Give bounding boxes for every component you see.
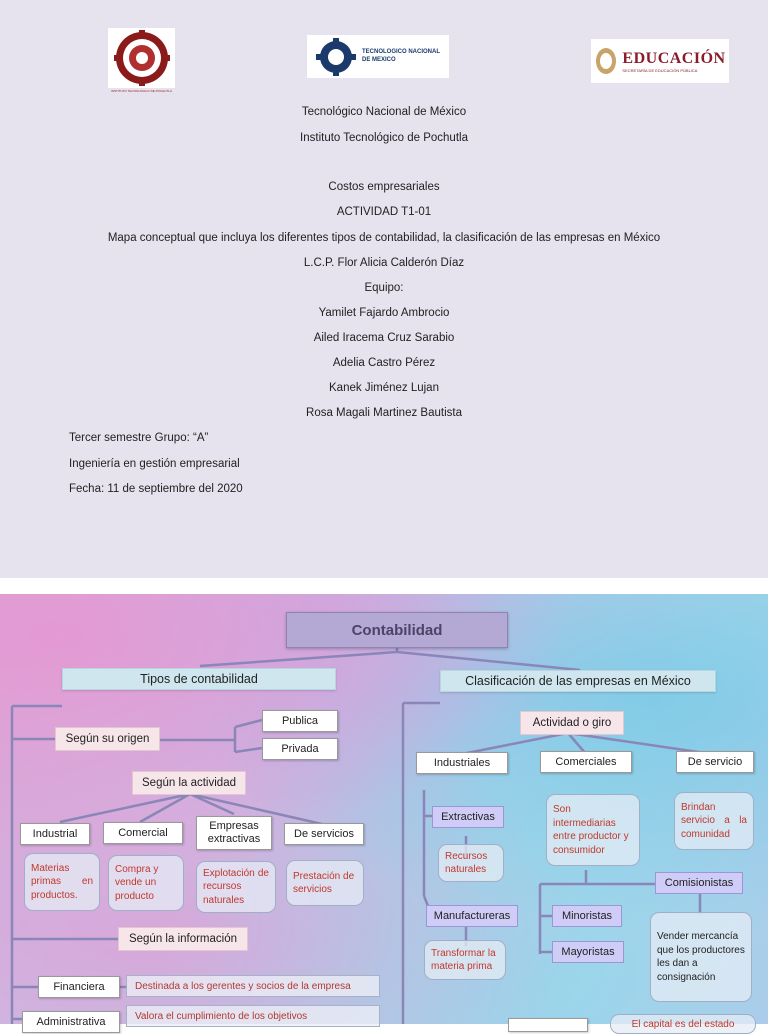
empresas-extractivas-node: Empresas extractivas bbox=[196, 816, 272, 850]
desc-financiera: Destinada a los gerentes y socios de la empresa bbox=[126, 975, 380, 997]
cover-line-9: Ailed Iracema Cruz Sarabio bbox=[313, 332, 455, 344]
educacion-title: EDUCACIÓN bbox=[622, 49, 726, 67]
financiera-node: Financiera bbox=[38, 976, 120, 998]
comisionistas-node: Comisionistas bbox=[655, 872, 743, 894]
industriales-node: Industriales bbox=[416, 752, 508, 774]
desc-industrial: Materias primas en productos. bbox=[24, 853, 100, 911]
de-servicio-node: De servicio bbox=[676, 751, 754, 773]
tecnm-gear-icon bbox=[314, 38, 358, 76]
cover-left-line-1: Tercer semestre Grupo: “A” bbox=[69, 432, 209, 444]
concept-map-page bbox=[0, 594, 768, 1030]
cover-line-5: Mapa conceptual que incluya los diferentes tipos de contabilidad, la clasificación de las empresas en México bbox=[107, 232, 661, 244]
left-header: Tipos de contabilidad bbox=[62, 668, 336, 690]
administrativa-node: Administrativa bbox=[22, 1011, 120, 1033]
cover-left-line-3: Fecha: 11 de septiembre del 2020 bbox=[69, 483, 243, 495]
cover-line-8: Yamilet Fajardo Ambrocio bbox=[318, 307, 450, 319]
partial-node bbox=[508, 1018, 588, 1032]
desc-brindan: Brindan servicio a la comunidad bbox=[674, 792, 754, 850]
actividad-giro-node: Actividad o giro bbox=[520, 711, 624, 735]
gear-seal-icon bbox=[112, 30, 172, 86]
itp-seal-logo bbox=[108, 28, 175, 88]
cover-line-1: Tecnológico Nacional de México bbox=[301, 106, 467, 118]
cover-line-4: ACTIVIDAD T1-01 bbox=[336, 206, 432, 218]
mayoristas-node: Mayoristas bbox=[552, 941, 624, 963]
right-header: Clasificación de las empresas en México bbox=[440, 670, 716, 692]
manufactureras-node: Manufactureras bbox=[426, 905, 518, 927]
eagle-emblem-icon bbox=[594, 46, 618, 76]
tecnm-logo bbox=[307, 35, 449, 78]
desc-intermediarias: Son intermediarias entre productor y consumidor bbox=[546, 794, 640, 866]
cover-line-2: Instituto Tecnológico de Pochutla bbox=[300, 132, 468, 144]
desc-comercial: Compra y vende un producto bbox=[108, 855, 184, 911]
map-title: Contabilidad bbox=[286, 612, 508, 648]
desc-recursos: Recursos naturales bbox=[438, 844, 504, 882]
desc-transformar: Transformar la materia prima bbox=[424, 940, 506, 980]
desc-servicios: Prestación de servicios bbox=[286, 860, 364, 906]
industrial-node: Industrial bbox=[20, 823, 90, 845]
cover-line-6: L.C.P. Flor Alicia Calderón Díaz bbox=[303, 257, 465, 269]
tecnm-logo-text: TECNOLOGICO NACIONAL DE MEXICO bbox=[362, 49, 440, 63]
segun-actividad-node: Según la actividad bbox=[132, 771, 246, 795]
desc-vender: Vender mercancía que los productores les dan a consignación bbox=[650, 912, 752, 1002]
cover-line-12: Rosa Magali Martinez Bautista bbox=[306, 407, 462, 419]
publica-node: Publica bbox=[262, 710, 338, 732]
cover-line-7: Equipo: bbox=[364, 282, 404, 294]
cover-line-11: Kanek Jiménez Lujan bbox=[329, 382, 439, 394]
de-servicios-node: De servicios bbox=[284, 823, 364, 845]
minoristas-node: Minoristas bbox=[552, 905, 622, 927]
desc-administrativa: Valora el cumplimiento de los objetivos bbox=[126, 1005, 380, 1027]
educacion-text-block bbox=[622, 50, 725, 73]
cover-line-3: Costos empresariales bbox=[328, 181, 440, 193]
educacion-subtitle: SECRETARÍA DE EDUCACIÓN PÚBLICA bbox=[622, 67, 698, 73]
cover-line-10: Adelia Castro Pérez bbox=[332, 357, 436, 369]
itp-seal-text: INSTITUTO TECNOLOGICO DE POCHUTLA bbox=[111, 89, 172, 93]
segun-informacion-node: Según la información bbox=[118, 927, 248, 951]
page-gap bbox=[0, 578, 768, 594]
comercial-node: Comercial bbox=[103, 822, 183, 844]
desc-extractivas: Explotación de recursos naturales bbox=[196, 861, 276, 913]
segun-origen-node: Según su origen bbox=[55, 727, 160, 751]
privada-node: Privada bbox=[262, 738, 338, 760]
comerciales-node: Comerciales bbox=[540, 751, 632, 773]
educacion-logo bbox=[591, 39, 729, 83]
extractivas-node: Extractivas bbox=[432, 806, 504, 828]
cover-left-line-2: Ingeniería en gestión empresarial bbox=[69, 458, 240, 470]
desc-capital: El capital es del estado bbox=[610, 1014, 756, 1034]
